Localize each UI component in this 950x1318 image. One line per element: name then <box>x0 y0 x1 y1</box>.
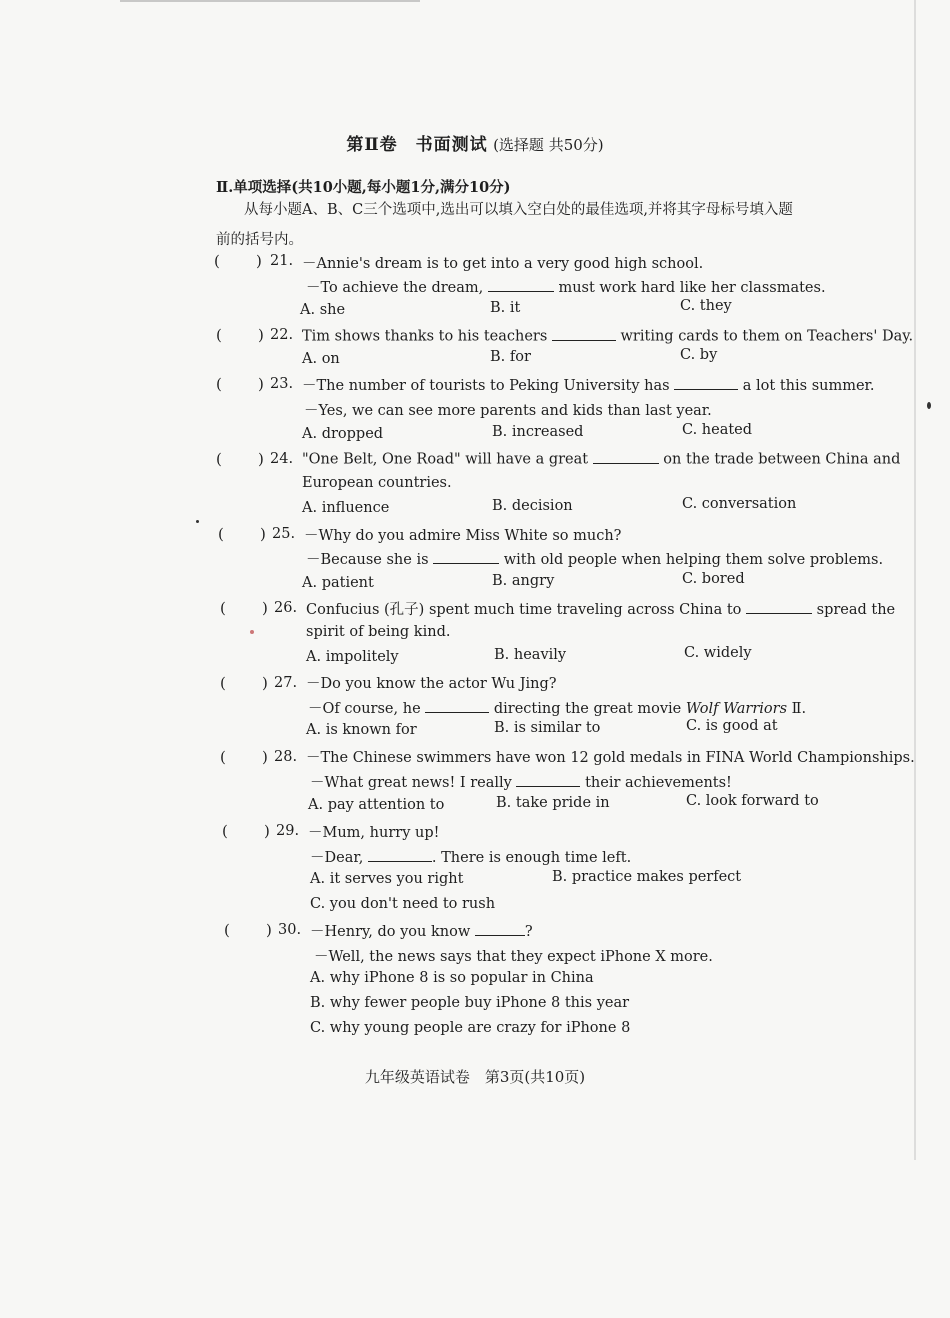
question-text: －To achieve the dream, must work hard like her classmates. <box>306 276 826 297</box>
question-text: "One Belt, One Road" will have a great on the trade between China and <box>302 448 900 468</box>
option-c: C. they <box>680 298 732 314</box>
question-number: 29. <box>276 823 300 839</box>
answer-bracket-close: ) <box>266 921 272 939</box>
option-a: A. patient <box>302 575 374 591</box>
answer-bracket-close: ) <box>258 326 264 344</box>
page-title <box>0 130 950 155</box>
option-a: A. it serves you right <box>310 871 464 887</box>
answer-bracket-close: ) <box>256 252 262 270</box>
question-text: －Annie's dream is to get into a very good high school. <box>302 256 704 272</box>
question-text: －Dear, . There is enough time left. <box>310 846 631 867</box>
question-number: 23. <box>270 376 294 392</box>
question-text: －The number of tourists to Peking University has a lot this summer. <box>302 374 875 395</box>
scan-edge-right <box>914 0 916 1160</box>
answer-bracket[interactable]: ( <box>216 450 222 468</box>
section-heading: Ⅱ.单项选择(共10小题,每小题1分,满分10分) <box>216 179 511 196</box>
question-number: 25. <box>272 526 296 542</box>
answer-bracket-close: ) <box>260 525 266 543</box>
answer-bracket[interactable]: ( <box>222 822 228 840</box>
option-a: A. why iPhone 8 is so popular in China <box>310 970 594 986</box>
question-text: －Well, the news says that they expect iPhone Ⅹ more. <box>314 949 713 965</box>
question-text: －Of course, he directing the great movie Wolf Warriors Ⅱ. <box>308 697 806 718</box>
option-b: B. increased <box>492 424 584 440</box>
scan-speck <box>196 520 199 523</box>
question-text: －Yes, we can see more parents and kids than last year. <box>304 403 712 419</box>
answer-bracket[interactable]: ( <box>220 674 226 692</box>
answer-bracket[interactable]: ( <box>218 525 224 543</box>
answer-bracket-close: ) <box>264 822 270 840</box>
option-b: B. is similar to <box>494 720 601 736</box>
option-c: C. conversation <box>682 496 797 512</box>
answer-bracket-close: ) <box>262 748 268 766</box>
title-main: 第Ⅱ卷 书面测试 <box>346 135 488 155</box>
answer-bracket-close: ) <box>262 599 268 617</box>
answer-bracket[interactable]: ( <box>220 748 226 766</box>
question-text: －Why do you admire Miss White so much? <box>304 528 622 544</box>
option-c: C. you don't need to rush <box>310 896 496 912</box>
answer-bracket-close: ) <box>258 375 264 393</box>
option-a: A. influence <box>302 500 390 516</box>
question-number: 21. <box>270 253 294 269</box>
question-text: Confucius (孔子) spent much time traveling across China to spread the <box>306 598 895 619</box>
option-b: B. take pride in <box>496 795 610 811</box>
question-text: －What great news! I really their achievements! <box>310 771 732 792</box>
question-text: Tim shows thanks to his teachers writing cards to them on Teachers' Day. <box>302 325 913 345</box>
question-text: －The Chinese swimmers have won 12 gold medals in FINA World Championships. <box>306 750 915 766</box>
scan-speck <box>927 402 931 409</box>
option-a: A. pay attention to <box>308 797 445 813</box>
option-b: B. decision <box>492 498 573 514</box>
option-c: C. look forward to <box>686 793 819 809</box>
option-c: C. bored <box>682 571 745 587</box>
option-b: B. heavily <box>494 647 567 663</box>
option-c: C. by <box>680 347 718 363</box>
question-text: －Because she is with old people when helping them solve problems. <box>306 548 883 569</box>
question-text: European countries. <box>302 475 452 491</box>
section-instruction: 从每小题A、B、C三个选项中,选出可以填入空白处的最佳选项,并将其字母标号填入题 <box>244 202 793 218</box>
option-a: A. is known for <box>306 722 417 738</box>
scan-speck <box>250 630 254 634</box>
option-b: B. why fewer people buy iPhone 8 this year <box>310 995 630 1011</box>
question-number: 30. <box>278 922 302 938</box>
option-c: C. widely <box>684 645 752 661</box>
question-text: －Mum, hurry up! <box>308 825 440 841</box>
answer-bracket[interactable]: ( <box>216 375 222 393</box>
answer-bracket[interactable]: ( <box>216 326 222 344</box>
question-number: 22. <box>270 327 294 343</box>
title-sub: (选择题 共50分) <box>493 136 604 154</box>
option-c: C. heated <box>682 422 753 438</box>
question-number: 28. <box>274 749 298 765</box>
section-instruction-cont: 前的括号内。 <box>216 232 303 248</box>
option-a: A. on <box>302 351 340 367</box>
option-c: C. why young people are crazy for iPhone 8 <box>310 1020 631 1036</box>
question-number: 26. <box>274 600 298 616</box>
answer-bracket[interactable]: ( <box>224 921 230 939</box>
question-text: －Henry, do you know ? <box>310 920 533 941</box>
option-b: B. for <box>490 349 531 365</box>
option-c: C. is good at <box>686 718 778 734</box>
option-a: A. impolitely <box>306 649 399 665</box>
answer-bracket[interactable]: ( <box>220 599 226 617</box>
question-number: 27. <box>274 675 298 691</box>
answer-bracket[interactable]: ( <box>214 252 220 270</box>
answer-bracket-close: ) <box>262 674 268 692</box>
option-b: B. angry <box>492 573 555 589</box>
question-number: 24. <box>270 451 294 467</box>
option-a: A. dropped <box>302 426 384 442</box>
question-text: spirit of being kind. <box>306 624 451 640</box>
answer-bracket-close: ) <box>258 450 264 468</box>
option-a: A. she <box>300 302 346 318</box>
page-footer: 九年级英语试卷 第3页(共10页) <box>364 1068 586 1086</box>
option-b: B. it <box>490 300 521 316</box>
question-text: －Do you know the actor Wu Jing? <box>306 676 557 692</box>
option-b: B. practice makes perfect <box>552 869 742 885</box>
scan-edge-top <box>120 0 420 2</box>
